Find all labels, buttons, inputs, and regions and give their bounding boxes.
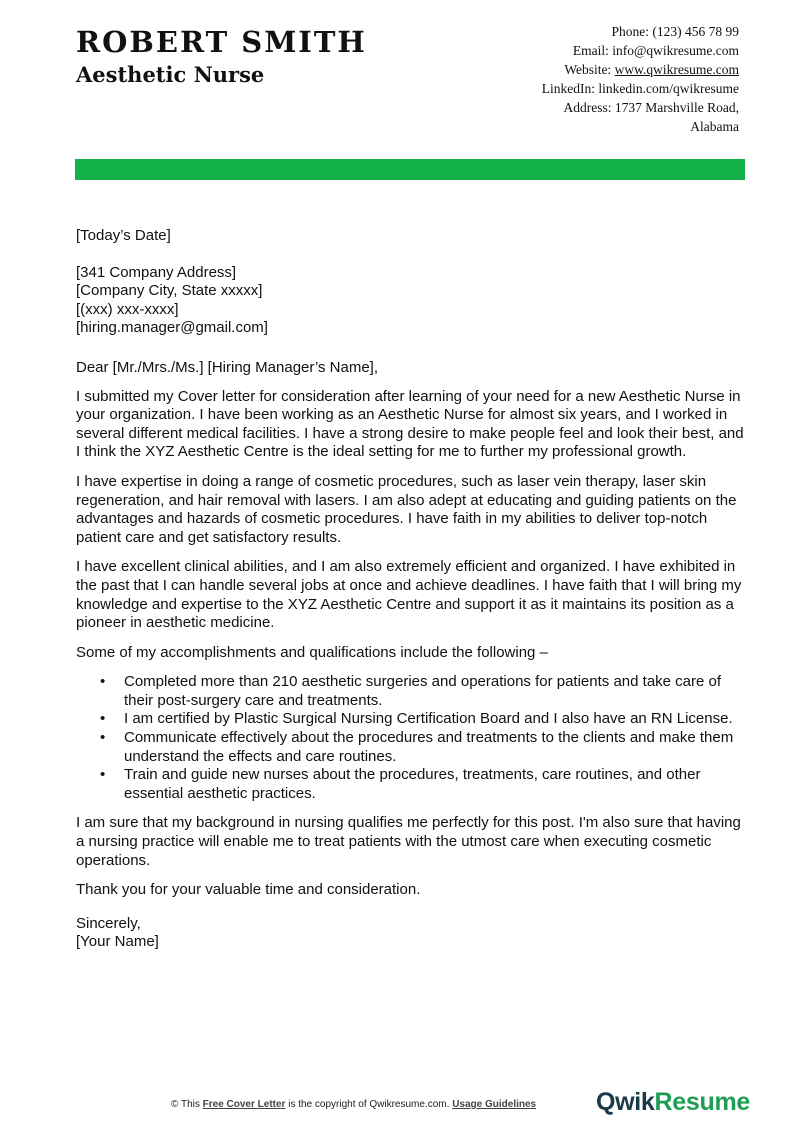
list-item-text: I am certified by Plastic Surgical Nursing Certification Board and I also have an RN License.	[124, 710, 733, 728]
contact-address-line2: Alabama	[690, 119, 739, 134]
body-paragraph: I have excellent clinical abilities, and I am also extremely efficient and organized. I have exhibited in the past that I can handle several jobs at once and achieve deadlines. I have faith that I will bring my knowledge and expertise to the XYZ Aesthetic Centre and support it as it maintains its position as a pioneer in aesthetic medicine.	[76, 558, 742, 632]
accent-divider-bar	[75, 159, 745, 180]
website-label: Website:	[564, 62, 615, 77]
contact-website	[409, 60, 739, 79]
contact-block	[409, 22, 739, 136]
copyright-footer	[171, 1099, 536, 1110]
candidate-title: Aesthetic Nurse	[76, 62, 265, 87]
free-cover-letter-link[interactable]: Free Cover Letter	[202, 1099, 286, 1110]
list-item-text: Completed more than 210 aesthetic surgeries and operations for patients and take care of their post-surgery care and treatments.	[124, 673, 722, 709]
bullet-icon: •	[100, 766, 106, 784]
contact-linkedin: LinkedIn: linkedin.com/qwikresume	[541, 81, 739, 96]
footer-prefix: © This	[171, 1099, 203, 1110]
accomplishments-list	[76, 673, 744, 803]
website-link[interactable]: www.qwikresume.com	[614, 62, 739, 77]
list-item-text: Train and guide new nurses about the procedures, treatments, care routines, and other essential aesthetic practices.	[124, 766, 701, 802]
list-item	[76, 710, 744, 729]
list-item-text: Communicate effectively about the procedures and treatments to the clients and make them understand the effects and care routines.	[124, 729, 734, 765]
logo-part-resume: Resume	[654, 1088, 751, 1116]
closing-paragraph: Thank you for your valuable time and consideration.	[76, 881, 421, 899]
contact-phone: Phone: (123) 456 78 99	[611, 24, 739, 39]
body-paragraph: I submitted my Cover letter for consideration after learning of your need for a new Aesthetic Nurse in your organization. I have been working as an Aesthetic Nurse for almost six years, and I worked in several different medical facilities. I have a strong desire to make people feel and look their best, and I think the XYZ Aesthetic Centre is the ideal setting for me to further my professional growth.	[76, 387, 744, 461]
candidate-name: ROBERT SMITH	[76, 25, 367, 59]
qwikresume-logo[interactable]	[596, 1088, 750, 1117]
bullet-icon: •	[100, 710, 106, 728]
closing-paragraph: I am sure that my background in nursing qualifies me perfectly for this post. I'm also sure that having a nursing practice will enable me to treat patients with the utmost care when executing cosmetic operations.	[76, 814, 741, 869]
recipient-city: [Company City, State xxxxx]	[76, 282, 263, 300]
recipient-phone: [(xxx) xxx-xxxx]	[76, 300, 179, 318]
list-item	[76, 766, 744, 803]
list-item	[76, 729, 744, 766]
footer-middle: is the copyright of Qwikresume.com.	[285, 1099, 453, 1110]
bullet-icon: •	[100, 673, 106, 691]
signature-name: [Your Name]	[76, 933, 159, 951]
body-paragraph: I have expertise in doing a range of cosmetic procedures, such as laser vein therapy, laser skin regeneration, and hair removal with lasers. I am also adept at educating and guiding patients on the advantages and hazards of cosmetic procedures. I have faith in my abilities to deliver top-notch patient care and get satisfactory results.	[76, 472, 737, 546]
contact-email: Email: info@qwikresume.com	[572, 43, 739, 58]
letter-body	[76, 227, 744, 952]
header-identity	[76, 24, 367, 90]
recipient-email: [hiring.manager@gmail.com]	[76, 319, 268, 337]
signoff: Sincerely,	[76, 914, 141, 932]
salutation: Dear [Mr./Mrs./Ms.] [Hiring Manager’s Name],	[76, 358, 379, 376]
list-item	[76, 673, 744, 710]
recipient-block	[76, 264, 744, 338]
letter-date: [Today’s Date]	[76, 227, 171, 244]
body-paragraph: Some of my accomplishments and qualifications include the following –	[76, 643, 548, 661]
recipient-address: [341 Company Address]	[76, 263, 237, 281]
contact-address-line1: Address: 1737 Marshville Road,	[563, 100, 739, 115]
bullet-icon: •	[100, 729, 106, 747]
logo-part-qwik: Qwik	[596, 1088, 655, 1116]
usage-guidelines-link[interactable]: Usage Guidelines	[452, 1099, 537, 1110]
